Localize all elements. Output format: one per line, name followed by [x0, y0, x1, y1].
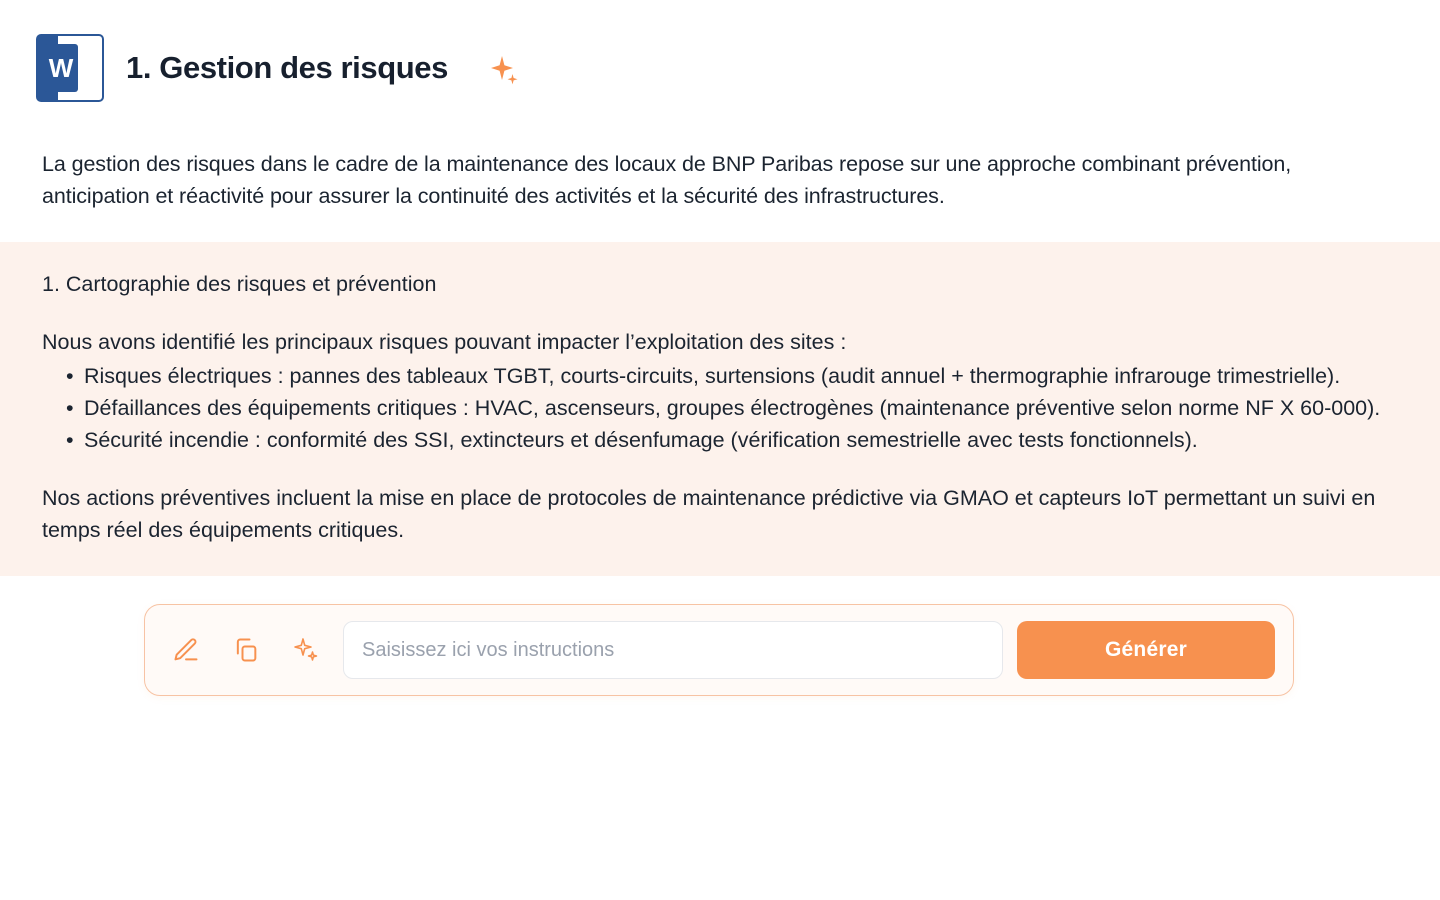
generated-content-block [0, 242, 1440, 576]
word-document-icon [36, 34, 104, 102]
generate-button[interactable]: Générer [1017, 621, 1275, 679]
page-title: 1. Gestion des risques [126, 50, 448, 85]
section-heading: 1. Cartographie des risques et prévention [42, 272, 437, 296]
section-closing: Nos actions préventives incluent la mise en place de protocoles de maintenance prédictive via GMAO et capteurs IoT permettant un suivi en temps réel des équipements critiques. [42, 486, 1376, 542]
list-item: • Défaillances des équipements critiques : HVAC, ascenseurs, groupes électrogènes (maintenance préventive selon norme NF X 60-000). [66, 392, 1396, 424]
word-icon-letter: W [44, 44, 78, 92]
sparkle-icon [482, 50, 522, 90]
intro-paragraph: La gestion des risques dans le cadre de la maintenance des locaux de BNP Paribas repose sur une approche combinant prévention, anticipation et réactivité pour assurer la continuité des activités et la sécurité des infrastructures. [42, 152, 1292, 208]
risk-list [42, 360, 1396, 456]
list-item: • Risques électriques : pannes des tableaux TGBT, courts-circuits, surtensions (audit annuel + thermographie infrarouge trimestrielle). [66, 360, 1396, 392]
sparkle-icon[interactable] [283, 627, 329, 673]
prompt-bar [144, 604, 1294, 696]
document-header [0, 0, 1440, 102]
document-body [0, 148, 1440, 696]
instructions-input[interactable] [343, 621, 1003, 679]
section-lead: Nous avons identifié les principaux risques pouvant impacter l’exploitation des sites : [42, 330, 847, 354]
prompt-bar-container [42, 604, 1396, 696]
edit-icon[interactable] [163, 627, 209, 673]
copy-icon[interactable] [223, 627, 269, 673]
list-item: • Sécurité incendie : conformité des SSI, extincteurs et désenfumage (vérification semestrielle avec tests fonctionnels). [66, 424, 1396, 456]
